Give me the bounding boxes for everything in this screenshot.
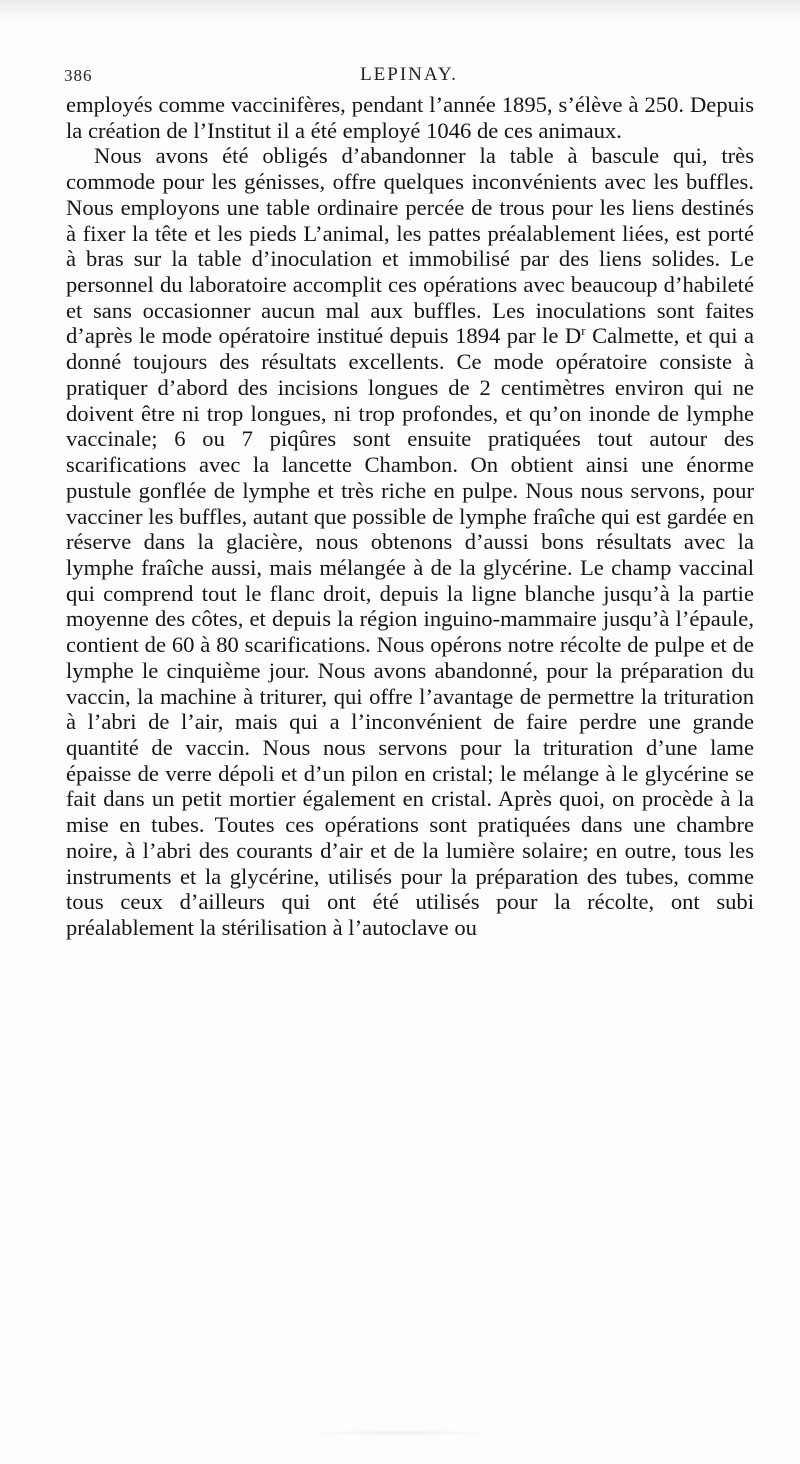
paragraph-inoculation (66, 143, 754, 940)
running-head: LEPINAY. (360, 64, 458, 85)
scan-edge-shadow (0, 0, 800, 22)
page-header (64, 58, 754, 88)
paragraph-text-part-1: Nous avons été obligés d’abandonner la table à bascule qui, très commode pour les génisses, offre quelques inconvénients avec les buffles. Nous employons une table ordinaire percée de trous pour les liens destinés à fixer la tête et les pieds L’animal, les pattes préalablement liées, est porté à bras sur la table d’inoculation et immobilisé par des liens solides. Le personnel du laboratoire accomplit ces opérations avec beaucoup d’habileté et sans occasionner aucun mal aux buffles. Les inoculations sont faites d’après le mode opératoire institué depuis 1894 par le D (66, 143, 754, 349)
scan-smudge (300, 1430, 500, 1436)
body-text (66, 92, 754, 941)
paragraph-text-part-2: Calmette, et qui a donné toujours des résultats excellents. Ce mode opératoire consiste à pratiquer d’abord des incisions longues de 2 centimètres environ qui ne doivent être ni trop longues, ni trop profondes, et qu’on inonde de lymphe vaccinale; 6 ou 7 piqûres sont ensuite pratiquées tout autour des scarifications avec la lancette Chambon. On obtient ainsi une énorme pustule gonflée de lymphe et très riche en pulpe. Nous nous servons, pour vacciner les buffles, autant que possible de lymphe fraîche qui est gardée en réserve dans la glacière, nous obtenons d’aussi bons résultats avec la lymphe fraîche aussi, mais mélangée à de la glycérine. Le champ vaccinal qui comprend tout le flanc droit, depuis la ligne blanche jusqu’à la partie moyenne des côtes, et depuis la région inguino-mammaire jusqu’à l’épaule, contient de 60 à 80 scarifications. Nous opérons notre récolte de pulpe et de lymphe le cinquième jour. Nous avons abandonné, pour la préparation du vaccin, la machine à triturer, qui offre l’avantage de permettre la trituration à l’abri de l’air, mais qui a l’inconvénient de faire perdre une grande quantité de vaccin. Nous nous servons pour la trituration d’une lame épaisse de verre dépoli et d’un pilon en cristal; le mélange à le glycérine se fait dans un petit mortier également en cristal. Après quoi, on procède à la mise en tubes. Toutes ces opérations sont pratiquées dans une chambre noire, à l’abri des courants d’air et de la lumière solaire; en outre, tous les instruments et la glycérine, utilisés pour la préparation des tubes, comme tous ceux d’ailleurs qui ont été utilisés pour la récolte, ont subi préalablement la stérilisation à l’autoclave ou (66, 323, 755, 940)
paragraph-continued: employés comme vaccinifères, pendant l’année 1895, s’élève à 250. Depuis la création de l’Institut il a été employé 1046 de ces animaux. (66, 92, 754, 143)
superscript-r: r (581, 323, 586, 339)
page-number: 386 (64, 66, 93, 85)
